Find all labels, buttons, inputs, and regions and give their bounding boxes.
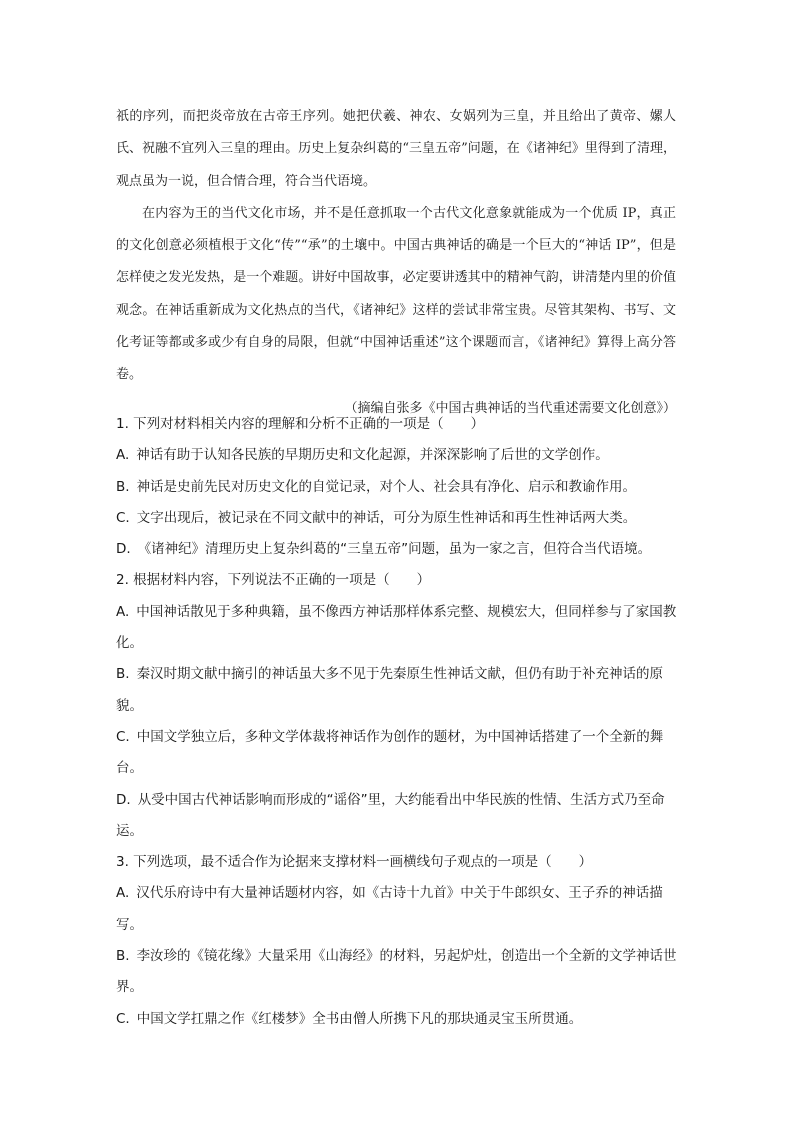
option-text: 汉代乐府诗中有大量神话题材内容，如《古诗十九首》中关于牛郎织女、王子乔的神话描写。 — [116, 885, 663, 933]
option-label: B. — [116, 666, 130, 683]
option-text: 《诸神纪》清理历史上复杂纠葛的“三皇五帝”问题，虽为一家之言，但符合当代语境。 — [137, 541, 652, 558]
answer-option — [116, 597, 679, 660]
option-text: 神话有助于认知各民族的早期历史和文化起源，并深深影响了后世的文学创作。 — [136, 447, 609, 464]
option-label: B. — [116, 478, 130, 495]
option-label: D. — [116, 541, 131, 558]
option-text: 文字出现后，被记录在不同文献中的神话，可分为原生性神话和再生性神话两大类。 — [136, 509, 637, 526]
question — [116, 847, 679, 1035]
answer-option — [116, 440, 679, 471]
option-text: 中国文学独立后，多种文学体裁将神话作为创作的题材，为中国神话搭建了一个全新的舞台。 — [116, 728, 664, 777]
option-label: D. — [116, 791, 131, 808]
question — [116, 409, 679, 565]
answer-option — [116, 1004, 679, 1035]
option-label: A. — [116, 447, 130, 464]
option-label: C. — [116, 728, 130, 745]
question — [116, 565, 679, 847]
question-stem: 3. 下列选项，最不适合作为论据来支撑材料一画横线句子观点的一项是（ ） — [116, 854, 593, 871]
option-label: A. — [116, 603, 130, 620]
question-stem: 2. 根据材料内容，下列说法不正确的一项是（ ） — [116, 572, 431, 589]
option-text: 秦汉时期文献中摘引的神话虽大多不见于先秦原生性神话文献，但仍有助于补充神话的原貌。 — [116, 666, 664, 714]
option-text: 从受中国古代神话影响而形成的“谣俗”里，大约能看出中华民族的性情、生活方式乃至命运。 — [116, 791, 665, 839]
passage-paragraph: 祇的序列，而把炎帝放在古帝王序列。她把伏羲、神农、女娲列为三皇，并且给出了黄帝、嫘人氏、祝融不宜列入三皇的理由。历史上复杂纠葛的“三皇五帝”问题，在《诸神纪》里得到了清理，观点虽为一说，但合情合理，符合当代语境。 — [116, 109, 676, 189]
option-text: 李汝珍的《镜花缘》大量采用《山海经》的材料，另起炉灶，创造出一个全新的文学神话世界。 — [116, 948, 677, 996]
passage-paragraph: 在内容为王的当代文化市场，并不是任意抓取一个古代文化意象就能成为一个优质 IP，真正的文化创意必须植根于文化“传”“承”的土壤中。中国古典神话的确是一个巨大的“神话 IP”，但是怎样使之发光发热，是一个难题。讲好中国故事，必定要讲透其中的精神气韵，讲清楚内里的价值观念。在神话重新成为文化热点的当代，《诸神纪》这样的尝试非常宝贵。尽管其架构、书写、文化考证等都或多或少有自身的局限，但就“中国神话重述”这个课题而言，《诸神纪》算得上高分答卷。 — [116, 205, 676, 383]
answer-option — [116, 472, 679, 503]
option-text: 中国文学扛鼎之作《红楼梦》全书由僧人所携下凡的那块通灵宝玉所贯通。 — [136, 1010, 583, 1027]
question-list — [116, 409, 679, 1035]
question-stem: 1. 下列对材料相关内容的理解和分析不正确的一项是（ ） — [116, 416, 485, 432]
option-text: 中国神话散见于多种典籍，虽不像西方神话那样体系完整、规模宏大，但同样参与了家国教化。 — [116, 603, 677, 652]
answer-option — [116, 941, 679, 1004]
option-label: C. — [116, 1010, 130, 1027]
option-text: 神话是史前先民对历史文化的自觉记录，对个人、社会具有净化、启示和教谕作用。 — [136, 478, 637, 495]
option-label: A. — [116, 885, 130, 902]
reading-passage — [116, 101, 676, 425]
answer-option — [116, 659, 679, 722]
answer-option — [116, 785, 679, 848]
option-label: C. — [116, 509, 130, 526]
answer-option — [116, 534, 679, 565]
answer-option — [116, 878, 679, 941]
passage-source: （摘编自张多《中国古典神话的当代重述需要文化创意》） — [344, 400, 676, 416]
answer-option — [116, 503, 679, 534]
option-label: B. — [116, 948, 130, 965]
answer-option — [116, 722, 679, 785]
